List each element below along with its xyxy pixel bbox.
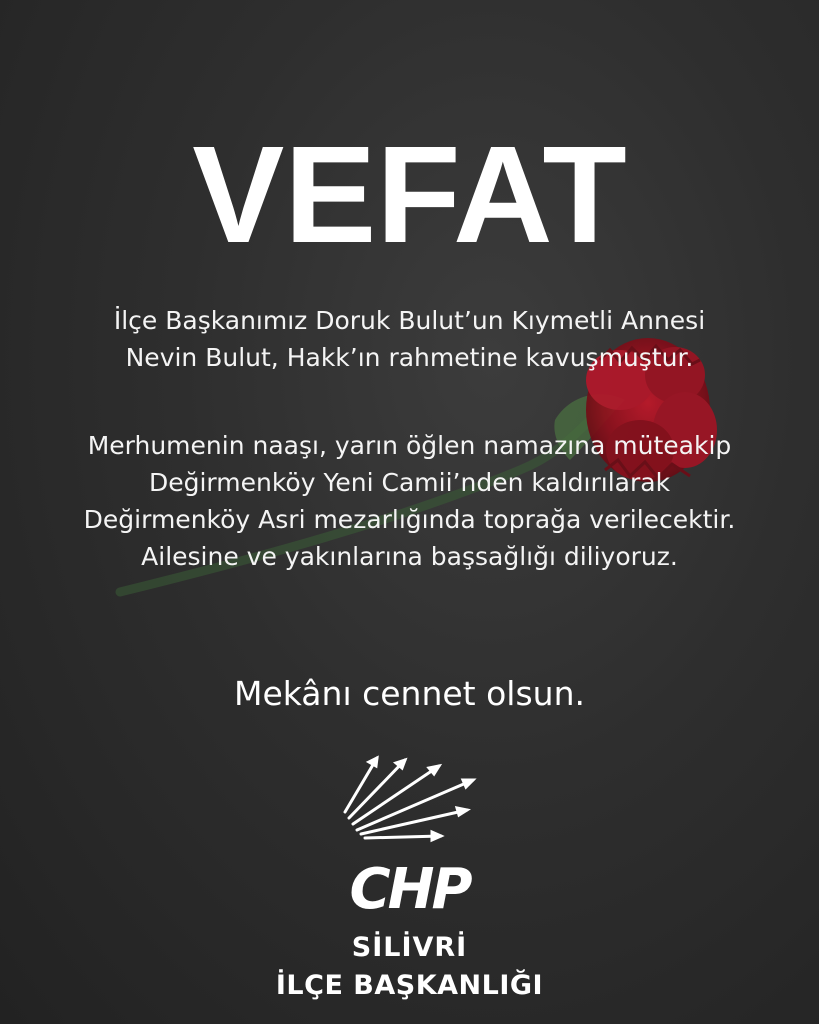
funeral-details-text (0, 427, 819, 575)
funeral-details-line: Ailesine ve yakınlarına başsağlığı diliyoruz. (141, 542, 678, 571)
announcement-line: Nevin Bulut, Hakk’ın rahmetine kavuşmuştur. (125, 343, 694, 372)
funeral-details-line: Değirmenköy Asri mezarlığında toprağa verilecektir. (83, 505, 736, 534)
funeral-details-line: Merhumenin naaşı, yarın öğlen namazına müteakip (87, 431, 732, 460)
closing-prayer: Mekânı cennet olsun. (234, 674, 585, 713)
page-title: VEFAT (192, 118, 627, 273)
announcement-line: İlçe Başkanımız Doruk Bulut’un Kıymetli Annesi (113, 306, 706, 335)
organization-office: İLÇE BAŞKANLIĞI (275, 970, 544, 1001)
six-arrows-icon (335, 752, 485, 847)
funeral-details-line: Değirmenköy Yeni Camii’nden kaldırılarak (148, 468, 671, 497)
party-logo-text: CHP (349, 857, 470, 922)
announcement-text (0, 302, 819, 376)
organization-district: SİLİVRİ (351, 932, 468, 963)
